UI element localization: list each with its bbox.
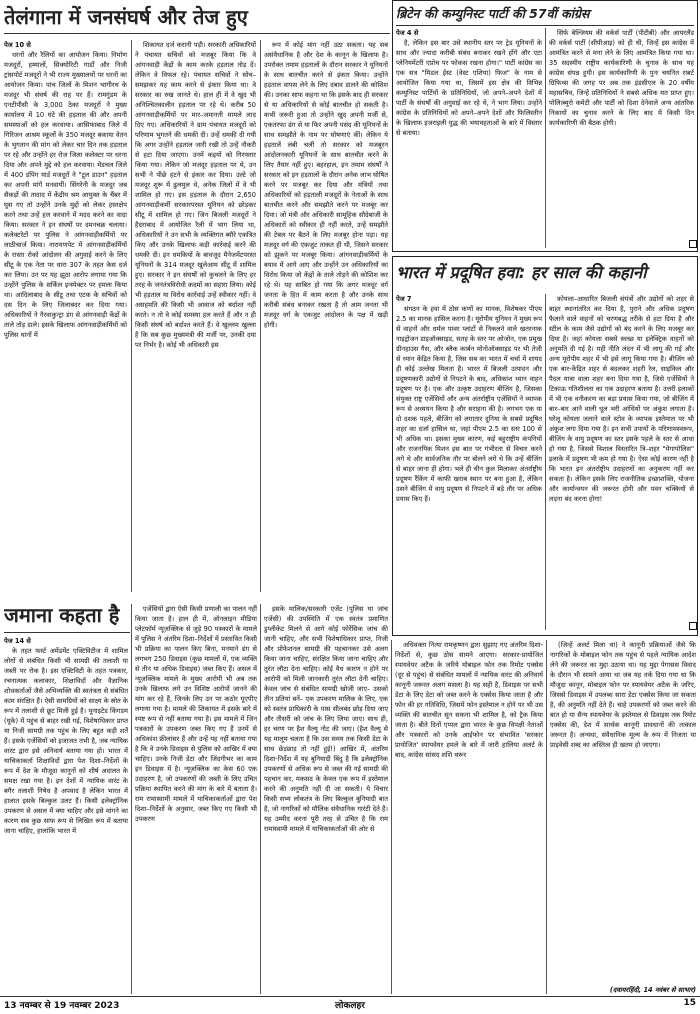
- pollution-col2-text: कोयला–आधारित बिजली संयंत्रों और उद्योगों को शहर से बाहर स्थानांतरित कर दिया है, पुराने और अधिक प्रदूषण फैलाने वाले वाहनों को चरणबद्ध तरीके से हटा दिया है और स्टील के काम जैसे उद्योगों को बंद करने के लिए मजबूर कर दिया है। जहां कोयला सबसे स्वच्छ या इलेक्ट्रिक वाहनों को अनुमति दी गई है। यही नीति लंदन में भी लागू की गई और अन्य यूरोपीय शहर में भी इसे लागू किया गया है। बीजिंग को एक बार-केंद्रित शहर से बदलकर शहरी रेल, साइकिल और पैदल यात्रा वाला शहर बना दिया गया है, जिसे एजेंसियों ने टिकाऊ गतिशीलता का एक उदाहरण बताया है। उत्तरी इलाकों में भी एक वनीकरण का बड़ा प्रयास किया गया, जो बीजिंग में बार–बार आने वाली धूल भरी आंधियों पर अंकुश लगाता है। घरेलू कोयला जलाने वाले स्टोव के व्यापक इस्तेमाल पर भी अंकुश लगा दिया गया है। इन सभी उपायों के परिणामस्वरूप, बीजिंग के वायु प्रदूषण का स्तर इसके पहले के स्तर से आधा हो गया है, जिससे विशाल विस्तारित त्रि–शहर "मेगापोलिस" इलाके में प्रदूषण भी कम हो गया है। ऐसा कोई कारण नहीं है कि भारत इन अंतर्राष्ट्रीय उदाहरणों का अनुकरण नहीं कर सकता है। लेकिन इसके लिए राजनीतिक इच्छाशक्ति, योजना और कार्यान्वयन की जरूरत होगी और पवन चक्कियों से लड़ना बंद करना होगा!: [549, 295, 694, 503]
- footer-rule: [0, 996, 700, 997]
- zamana-headline: जमाना कहता है: [4, 603, 120, 627]
- zamana-col1-text: के तहत फर्स्ट अमेंडमेंट एक्टिविटीज में शामिल लोगों से संबंधित किसी भी सामग्री की तलाशी या जब्ती पर रोक है। इस एक्टिविटी के तहत पत्रकार, रचनात्मक कलाकार, शिक्षाविदों और वैज्ञानिक शोधकर्ताओं जैसे अभिव्यक्ति की स्वतंत्रता से संबंधित काम संरक्षित हैं। ऐसी सामग्रियों को साक्ष्य के स्रोत के रूप में तलाशी से छूट मिली हुई है। यूनाइटेड किंगडम (यूके) में पहुंच से बाहर रखी गई, विशेषाधिकार प्राप्त या निजी सामग्री तक पहुंच के लिए बहुत कड़ी शर्तें हैं। इसके एजेंसियों को इजाजत तभी है, जब न्यायिक वारंट द्वारा इसे अनिवार्य बताया गया हो। भारत में याचिकाकर्ता शिक्षाविदों द्वारा पेश दिशा–निर्देशों के रूप में देश के मौजूदा कानूनों को शीर्ष अदालत के समक्ष रखा गया है। इन देशों में न्यायिक वारंट के बगैर तलाशी निषेध है अपवाद है लेकिन भारत में हालात इसके बिल्कुल उलट हैं। किसी इलेक्ट्रॉनिक उपकरण से असल में क्या चाहिए और इसे मांगने का कारण सब कुछ साफ रूप से लिखित रूप में बताया जाना चाहिए, हालांकि भारत में: [4, 647, 128, 835]
- britain-col-divider: [545, 28, 546, 248]
- telangana-column-1: [4, 40, 127, 594]
- britain-column-2: [549, 28, 694, 240]
- telangana-headline-rule: [4, 33, 390, 34]
- telangana-continuation: पेज 10 से: [4, 41, 31, 49]
- telangana-column-2: [135, 40, 256, 594]
- zamana-column-3: [264, 604, 388, 994]
- footer-page-number: 15: [683, 998, 696, 1008]
- britain-headline-rule: [396, 25, 694, 26]
- pollution-col1-text: संगठन के हवा में ठोस कणों का मानक, विशेषकर पीएम 2.5 का मानक हासिल करना है। यूरोपीय यूनियन ने मुख्य रूप से वाहनों और धर्मल पावर प्लांटों से निकलने वाले खतरनाक नाइट्रोजन डाइऑक्साइड, सतह के स्तर पर ओजोन, एक प्रमुख ग्रीनहाउस गैस, और ब्लैक कार्बन मोनोऑक्साइड पर भी तेजी से ध्यान केंद्रित किया है, जिस सब का भारत में चर्चा में शायद ही कोई उल्लेख मिलता है। भारत में बिजली उत्पादन और प्रदूषणकारी उद्योगों से निपटने के बाद, अधिकांश ध्यान वाहन प्रदूषण पर है। एक और उत्कृष्ट उदाहरण बीजिंग है, जिसका संयुक्त राष्ट्र एजेंसियों और अन्य अंतर्राष्ट्रीय एजेंसियों ने व्यापक रूप से अध्ययन किया है और सराहना की है। लगभग एक या दो दशक पहले, बीजिंग को लगातार दुनिया के सबसे प्रदूषित शहर का दर्जा हासिल था, जहां पीएम 2.5 का स्तर 100 से भी अधिक था। इसका मुख्य कारण, कई बहुराष्ट्रीय कंपनियों और राजनयिक मिशन इस बात पर गंभीरता से विचार करने लगे थे और सार्वजनिक तौर पर बोलने लगे थे कि उन्हें बीजिंग से बाहर जाना ही होगा। भले ही चीन कुल मिलाकर अंतर्राष्ट्रीय प्रदूषण रैंकिंग में काफी खराब स्थान पर बना हुआ है, लेकिन उसने बीजिंग में वायु प्रदूषण से निपटने में बड़े तौर पर अधिक प्रयास किए हैं।: [396, 305, 542, 503]
- britain-col2-text: सिर्फ बेल्जियम की वर्कर्स पार्टी (पीटीबी) और आयरलैंड की वर्कर्स पार्टी (सीपीआइ) को ही थी, जिन्हें इस कांग्रेस में आमंत्रित करने से मना लेने के लिए आमंत्रित किया गया था। 35 सदस्यीय राष्ट्रीय कार्यकारिणी के चुनाव के साथ यह कांग्रेस संपन्न हुयी। इस कार्यकारिणी के पुनः चयनित राबर्ट ग्रिफिथ्स की जगह पर अब तक इंडसीएल के 20 वर्षीय महासचिव, जिन्हें प्रतिनिधियों ने सबसे अधिक मत प्राप्त हुए। पोलित्ब्युरो कमेटी और पार्टी को दिशा देनेवाले अन्य आंतरिक निकायों का चुनाव करने के लिए बाद में किसी दिन कार्यकारिणी की बैठक होगी।: [549, 29, 694, 127]
- zamana-col2-text: एजेंसियों द्वारा ऐसी किसी प्रणाली का पालन नहीं किया जाता है। हाल ही में, ऑनलाइन मीडिया प्लेटफॉर्म न्यूज़क्लिक से जुड़े 90 पत्रकारों के मामले में पुलिस ने अंतरिम दिशा–निर्देशों में प्रस्तावित किसी भी प्रक्रिया का पालन किए बिना, मनमाने ढंग से लगभग 250 डिवाइस (कुछ मामलों में, एक व्यक्ति से तीन या अधिक डिवाइस) जब्त किए हैं। असल में न्यूज़क्लिक मामले के मुख्य आरोपी भी अब तक उनके खिलाफ लगे उन विशिष्ट आरोपों जानने की मांग कर रहे हैं, जिनके लिए उन पर कठोर यूएपीए लगाया गया है। मामले की शिकायत में इसके बारे में स्पष्ट रूप से नहीं बताया गया है। इस मामले में जिन पत्रकारों के उपकरण जब्त किए गए हैं उनमें से अधिकांश फ्रीलांसर हैं और उन्हें यह नहीं बताया गया है कि वे उनके डिवाइस से पुलिस को आखिर में क्या चाहिए। उनके निजी डेटा और जिंदगीभर का काम इन डिवाइस में है। न्यूज़क्लिक का केस 60 एक उदाहरण है, जो उपकरणों की जब्ती के लिए उचित प्रक्रिया स्थापित करने की मांग के बारे में बताता है। राम रामास्वामी मामले में याचिकाकर्ताओं द्वारा पेश दिशा–निर्देशों के अनुसार, जब्त किए गए किसी भी उपकरण: [135, 605, 257, 823]
- zamana-column-1: [4, 636, 128, 994]
- telangana-col3-text: रूप में कोई मांग नहीं उठा सकता। यह सब असंवैधानिक है और देश के कानून के खिलाफ है। उपरोक्त तमाम हड़तालों के दौरान सरकार ने यूनियनों के साथ बातचीत करने से इंकार किया। उन्होंने हड़ताल वापस लेने के लिए दबाव डालने की कोशिश की। उनका साफ कहना था कि इसके बाद ही सरकार से या अधिकारियों से कोई बातचीत हो सकती है। कभी जरूरी हुआ तो उन्होंने खुद अपनी मर्जी से, एकतरफा ढंग से या फिर अपनी पसंद की यूनियनों के साथ समझौते के नाम पर घोषणाएं कीं। लेकिन ये हड़तालें लंबी चलीं तो सरकार को मजबूरन आंदोलनकारी यूनियनों के साथ बातचीत करने के लिए तैयार नहीं हुए। बहरहाल, इन तमाम संघर्षों ने सरकार को इन हड़तालों के दौरान अनेक लाभ घोषित करने पर मजबूर कर दिया और मंत्रियों तथा अधिकारियों को हड़ताली मजदूरों के नेताओं के साथ बातचीत करने और समझौते करने पर मजबूर कर दिया। जो मंत्री और अधिकारी सामूहिक सौदेबाजी के अधिकारों को स्वीकार ही नहीं करते, उन्हें समझौते की टेबल पर बैठने के लिए मजबूर होना पड़ा। यह मजदूर वर्ग की एकजुट ताकत ही थी, जिसने सरकार को झुकने पर मजबूर किया। आंगनवाड़ीकर्मियों के बयाव में आगे आए और उन्होंने उन अधिकारियों का विरोध किया जो केंद्रों के ताले तोड़ने की कोशिश कर रहे थे। यह साबित हो गया कि अगर मजदूर वर्ग जनता के हित में काम करता है और उनके साथ करीबी संबंध बनाकर रखता है तो आम जनता भी मजदूर वर्ग के एकजुट आंदोलन के पक्ष में खड़ी होगी।: [264, 41, 388, 329]
- britain-column-1: [396, 28, 542, 250]
- zamana-headline-rule: [4, 632, 130, 633]
- pollution-column-2: [549, 294, 694, 620]
- pollution-col-divider: [545, 294, 546, 630]
- zamana-col-divider-3: [391, 640, 392, 994]
- pollution-column-1: [396, 294, 542, 632]
- britain-continuation: पेज 4 से: [396, 29, 419, 37]
- zamana-col-divider-1: [131, 604, 132, 994]
- britain-headline: ब्रिटेन की कम्युनिस्ट पार्टी की 57वीं कांग्रेस: [396, 6, 590, 21]
- zamana-col-divider-2: [260, 604, 261, 994]
- zamana-credit: (दवायरहिंदी, 14 नवंबर से साभार): [609, 986, 696, 994]
- pollution-continuation: पेज 7: [396, 295, 412, 303]
- zamana-continuation: पेज 14 से: [4, 637, 31, 645]
- telangana-col-divider-2: [260, 40, 261, 592]
- telangana-col-divider-1: [131, 40, 132, 592]
- pollution-headline: भारत में प्रदूषित हवा: हर साल की कहानी: [396, 263, 647, 282]
- zamana-col5-text: (जिन्हें अलर्ट मिला था) ने कानूनी प्रक्रियाओं जैसे कि नागरिकों के मोबाइल फोन तक पहुंच से पहले न्यायिक आदेश लेने की जरूरत का मुद्दा उठाया था। यह मुद्दा पेगासस विवाद के दौरान भी सामने आया था जब यह तर्क दिया गया था कि मौजूदा कानून, मोबाइल फोन पर स्पायवेयर अटैक के जरिए, जिससे डिवाइस में उपलब्ध सारा डेटा एक्सेस किया जा सकता है, की अनुमति नहीं देते हैं। चाहे उपकरणों को जब्त करने की बात हो या सैन्य स्पायवेयर के इस्तेमाल से डिवाइस तक रिमोट एक्सेस की, देश में सार्थक कानूनी प्रावधानों की तत्काल जरूरत है। अन्यथा, संवैधानिक मूल्य के रूप में निजता या प्राइवेसी शब्द का अस्तित्व ही खतम हो जाएगा।: [550, 641, 696, 749]
- zamana-col-divider-4: [546, 640, 547, 994]
- telangana-headline: तेलंगाना में जनसंघर्ष और तेज हुए: [4, 5, 248, 29]
- zamana-col4-text: अधिवक्ता नित्या रामकृष्णन द्वारा सुझाए गए अंतरिम दिशा-निर्देशों से, कुछ ठोस सामने आएगा। सरकार-प्रायोजित स्पायवेयर अटैक के जरिये मोबाइल फोन तक रिमोट एक्सेस (दूर से पहुंच) से संबंधित मामलों में न्यायिक वारंट की अनिवार्य कानूनी जरूरत अलग मसला है। यह सही है, डिवाइस पर सभी डेटा के लिए डेटा को जब्त करने के एक्सेस किया जाता है और फोन की हर गतिविधि, जिसमें फोन इस्तेमाल न होने पर भी उस व्यक्ति की बातचीत सुन सकना भी शामिल है, को ट्रैक किया जाता है। बीते दिनों एप्पल द्वारा भारत के कुछ विपक्षी नेताओं और पत्रकारों को उनके आईफोन पर संभावित 'सरकार प्रायोजित' स्पायवेयर हमले के बारे में जारी हालिया अलर्ट के बाद, कांग्रेस सांसद शशि थरूर: [395, 641, 543, 759]
- zamana-column-5: [550, 640, 696, 984]
- telangana-column-3: [264, 40, 388, 594]
- footer-publication: लोकलहर: [335, 1001, 365, 1011]
- zamana-col3-text: इसके मालिक/सरकारी एजेंट (पुलिस या जांच एजेंसी) की उपस्थिति में एक स्वतंत्र प्रमाणित डुप्लीकेट मिलने से आगे कोई फोरेंसिक जांच की जानी चाहिए, और सभी विशेषाधिकार प्राप्त, निजी और प्रोफेशनल सामग्री की पहचानकर उसे अलग किया जाना चाहिए, संरक्षित किया जाना चाहिए और तुरंत लौटा देना चाहिए। कोई वैध कारण न होने पर आरोपी को मिली जानकारी तुरंत लौटा देनी चाहिए। केवल जांच से संबंधित सामग्री खोजी जाए– उसको तीन प्रतियां बनें– एक उपकरण मालिक के लिए, एक को स्वतंत्र प्राधिकारी के पास सीलबंद छोड़ दिया जाए और तीसरी को जांच के लिए लिया जाए। साथ ही, हर चरण पर हैश वैल्यू नोट की जाए। (हैश वैल्यू से यह मालूम चलता है कि उस समय तक किसी डेटा के साथ छेड़छाड़ तो नहीं हुई!) आखिर में, अंतरिम दिशा-निर्देश में यह बुनियादी बिंदु है कि इलेक्ट्रॉनिक उपकरणों से अधिक रूप से जब्त की गई सामग्री की पहचान कर, मकसद के केवल एक रूप में इस्तेमाल करने की अनुमति नहीं दी जा सकती। ये विचार किसी सभ्य लोकतंत्र के लिए बिल्कुल बुनियादी बात है, जो नागरिकों को मौलिक संवैधानिक गारंटी देते हैं। यह उम्मीद करना पूरी तरह से उचित है कि राम रामास्वामी मामले में याचिकाकर्ताओं की ओर से: [264, 605, 388, 833]
- telangana-col2-text: शिकायत दर्ज करानी पड़ी। सरकारी अधिकारियों ने पंचायत सचिवों को मजबूर किया कि वे आंगनवाड़ी केंद्रों के काम करके हड़ताल तोड़ दें। लेकिन वे विफल रहे। पंचायत सचिवों ने सोच–समझकर यह काम करने से इंकार किया था। वे सरकार का रुख जानते थे। हाल ही में वे खुद भी अनिश्चितकालीन हड़ताल पर रहे थे। करीब 50 आंगनवाड़ीकर्मियों पर मार–जमानती मामले लाद दिए गए। अधिकारियों ने ग्राम पंचायत मजदूरों को परिणाम भुगतने की धमकी दी। उन्हें धमकी दी गयी कि अगर उन्होंने हड़ताल जारी रखी तो उन्हें नौकरी से हटा दिया जाएगा। उनमें कइयों को गिरफ्तार किया गया। लेकिन जो मजदूर हड़ताल पर थे, उन सभी ने पीछे हटने से इंकार कर दिया। उल्टे जो मजदूर शुरू में ढुलमुल थे, अनेक जिलों में वे भी शामिल हो गए। इस हड़ताल के दौरान 2,650 आंगनवाड़ीकर्मी सरकारपरस्त यूनियन को छोड़कर सीटू में शामिल हो गए। जिन बिजली मजदूरों ने हैदराबाद में आयोजित रैली में भाग लिया था, अधिकारियों ने उन सभी के व्यक्तिगत ब्यौरे एकत्रित किए और उनके खिलाफ कड़ी कार्रवाई करने की धमकी दी। इन धमकियों के बावजूद मैनेजमेंटपरस्त यूनियनों के 314 मजदूर खुलेआम सीटू में शामिल हुए। सरकार ने इन संघर्षों को कुचलने के लिए हर तरह के जनतंत्रविरोधी कदमों का सहारा लिया। कोई भी हड़ताल या विरोध कार्रवाई उन्हें स्वीकार नहीं। वे असहमति की किसी भी आवाज को बर्दाश्त नहीं करते। न तो वे कोई समस्या हल करते हैं और न ही किसी संघर्ष को बर्दाश्त करते हैं। वे खुल्लम खुल्ला है कि सब कुछ मुख्यमंत्री की मर्जी पर, उनकी दया पर निर्भर है। कोई भी अधिकारी इस: [135, 41, 256, 349]
- zamana-column-2: [135, 604, 257, 994]
- pollution-end-mark: [689, 622, 697, 630]
- footer-date: 13 नवम्बर से 19 नवम्बर 2023: [4, 1001, 120, 1011]
- britain-end-mark: [689, 240, 697, 248]
- zamana-column-4: [395, 640, 543, 994]
- britain-col1-text: है, लेकिन इस बार उसे स्थानीय स्तर पर ट्रेड यूनियनों के साथ और ज्यादा करीबी संबंध बनाकर रखने होंगे और एटा प्लेनियमेंटरी एप्रोच पर फोकस रखना होगा।" पार्टी कांग्रेस का एक सत्र "मिडल ईस्ट (वेस्ट एशिया) फिज" के नाम से आयोजित किया गया था, जिसमें इस क्षेत्र की विभिन्न कम्युनिस्ट पार्टियों के प्रतिनिधियों, जो अपने–अपने देशों में पार्टी के संघर्षों की अगुवाई कर रहे थे, ने भाग लिया। उन्होंने कांग्रेस के प्रतिनिधियों को अपने–अपने देशों और फिलिस्तीन के खिलाफ इजराइली युद्ध की भयावहताओं के बारे में विस्तार से बताया।: [396, 39, 542, 137]
- telangana-col1-text: धरनों और रैलियों का आयोजन किया। निर्माण मजदूरों, हम्मालों, सिक्योरिटी गार्डों और निजी ट्रांसपोर्ट मजदूरों ने भी राज्य मुख्यालयों पर धरनों का आयोजन किया। पांच जिलों के मिशन भागीरथ के मजदूर भी संघर्ष की राह पर हैं। रामगुंडम के एनटीपीसी के 3,000 ठेका मजदूरों ने मुख्य कार्यालय में 10 घंटे की हड़ताल की और अपनी समस्याओं को हल करवाया। आसिफाबाद जिले में गिरिजन आश्रम स्कूलों के 350 मजदूर बकाया वेतन के भुगतान की मांग को लेकर चार दिन तक हड़ताल पर रहे और उन्होंने हर रोज जिला कलेक्टर पर धरना दिया और अपने मुद्दे को हल करवाया। मेडचल जिले में 400 डंपिंग यार्ड मजदूरों ने "टूल डाउन" हड़ताल कर अपनी मांगें मनवायीं। सिंगरेनी के मजदूर जब सैकड़ों की तादाद में केंद्रीय श्रम आयुक्त के चैंबर में घुस गए तो उन्होंने उनके मुद्दों को लेकर हस्तक्षेप करने तथा उन्हें हल करवाने में मदद करने का वादा किया। सरकार ने इन संघर्षों पर दमनचक्र चलाया। कलेक्टरेटों पर पुलिस ने आंगनवाड़ीकर्मियों पर लाठीचार्ज किया। नारायणपेट में आंगनवाड़ीकर्मियों के रास्ता रोको आंदोलन की अगुवाई करने के लिए सीटू के एक नेता पर धारा 307 के तहत केस दर्ज कर लिया। उन पर यह झूठा आरोप लगाया गया कि उन्होंने पुलिस के सर्किल इन्स्पेक्टर पर हमला किया था। आदिलाबाद के सीटू तथा एटक के सचिवों को दस दिन के लिए जिलाबदर कर दिया गया। अधिकारियों ने नैरवाकुन्ट्रा डंग से आंगनवाड़ी केंद्रों के ताले तोड़ डाले। इसके खिलाफ आंगनवाड़ीकर्मियों को पुलिस थानों में: [4, 51, 127, 339]
